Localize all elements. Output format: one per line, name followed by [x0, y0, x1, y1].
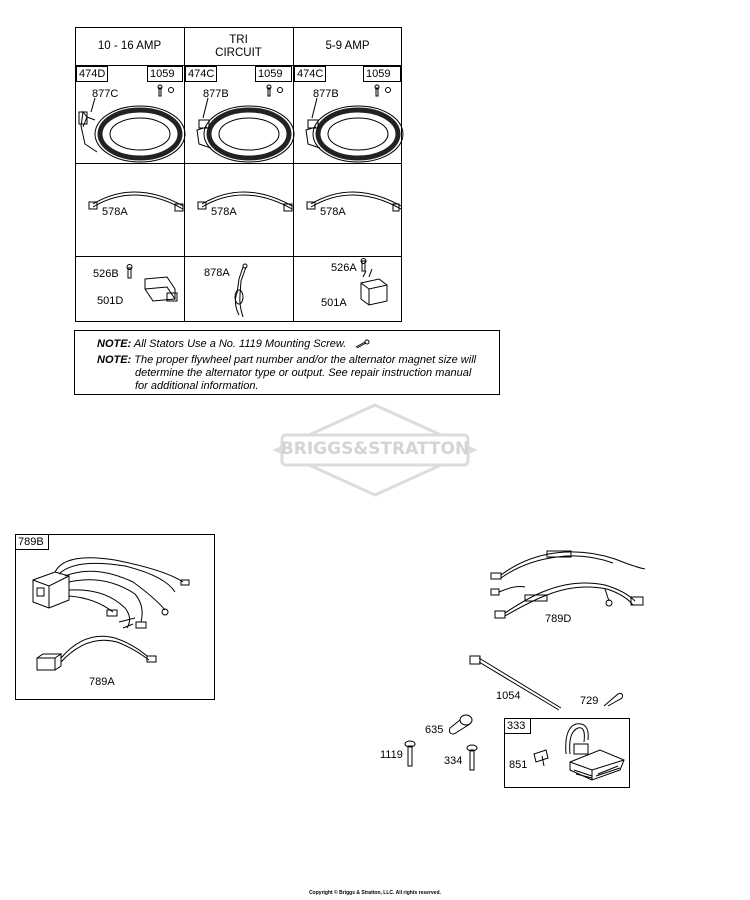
- cable-tie-icon: [465, 650, 565, 715]
- note-line-4: for additional information.: [135, 380, 259, 392]
- watermark-text: BRIGGS&STRATTON: [280, 439, 470, 459]
- screw-label: 526A: [331, 262, 357, 274]
- coil-box-tag: 333: [504, 718, 531, 734]
- harness-label: 878A: [204, 267, 230, 279]
- note-line-1: [97, 338, 346, 351]
- harness-label: 789D: [545, 613, 572, 625]
- note-line-3: determine the alternator type or output. See repair instruction manual: [135, 367, 472, 379]
- screw-part-tag: 1059: [363, 66, 401, 82]
- harness-label: 789A: [89, 676, 115, 688]
- module-label: 501A: [321, 297, 347, 309]
- lead-label: 877B: [203, 88, 229, 100]
- ignition-coil-icon: [504, 718, 630, 788]
- stator-part-tag: 474C: [185, 66, 217, 82]
- screw-part-tag: 1059: [147, 66, 183, 82]
- wire-label: 578A: [211, 206, 237, 218]
- cable-tie-label: 1054: [496, 690, 521, 702]
- harness-box-tag: 789B: [15, 534, 49, 550]
- screw-label: 334: [444, 755, 463, 767]
- header-line: CIRCUIT: [215, 47, 262, 59]
- screw-label: 526B: [93, 268, 119, 280]
- column-header-tri-circuit: [184, 34, 293, 60]
- screw-334-icon: [465, 744, 479, 772]
- clip-label: 729: [580, 695, 599, 707]
- screw-icon: [354, 339, 370, 349]
- header-line: TRI: [229, 34, 248, 46]
- note-label: NOTE:: [97, 338, 132, 350]
- note-text: All Stators Use a No. 1119 Mounting Screw.: [133, 338, 347, 350]
- stator-ring-icon: [75, 82, 402, 164]
- column-header-10-16-amp: [75, 40, 184, 53]
- boot-label: 635: [425, 724, 444, 736]
- wire-label: 578A: [320, 206, 346, 218]
- screw-part-tag: 1059: [255, 66, 292, 82]
- rectifier-module-icon: [75, 257, 402, 322]
- header-line: 10 - 16 AMP: [97, 40, 162, 52]
- wiring-harness-icon: [15, 534, 215, 700]
- note-text: The proper flywheel part number and/or the alternator magnet size will: [134, 354, 477, 366]
- coil-clip-label: 851: [509, 759, 528, 771]
- lead-label: 877B: [313, 88, 339, 100]
- note-label: NOTE:: [97, 354, 132, 366]
- table-divider: [75, 65, 402, 66]
- stator-part-tag: 474D: [76, 66, 108, 82]
- screw-label: 1119: [380, 749, 403, 761]
- note-line-2: [97, 354, 476, 367]
- wire-label: 578A: [102, 206, 128, 218]
- stator-part-tag: 474C: [294, 66, 326, 82]
- header-line: 5-9 AMP: [325, 40, 370, 52]
- column-header-5-9-amp: [293, 40, 402, 53]
- screw-1119-icon: [403, 740, 417, 768]
- module-label: 501D: [97, 295, 124, 307]
- spark-plug-boot-icon: [446, 712, 476, 738]
- lead-label: 877C: [92, 88, 119, 100]
- copyright-footer: Copyright © Briggs & Stratton, LLC. All rights reserved.: [309, 890, 441, 896]
- clip-icon: [602, 690, 626, 708]
